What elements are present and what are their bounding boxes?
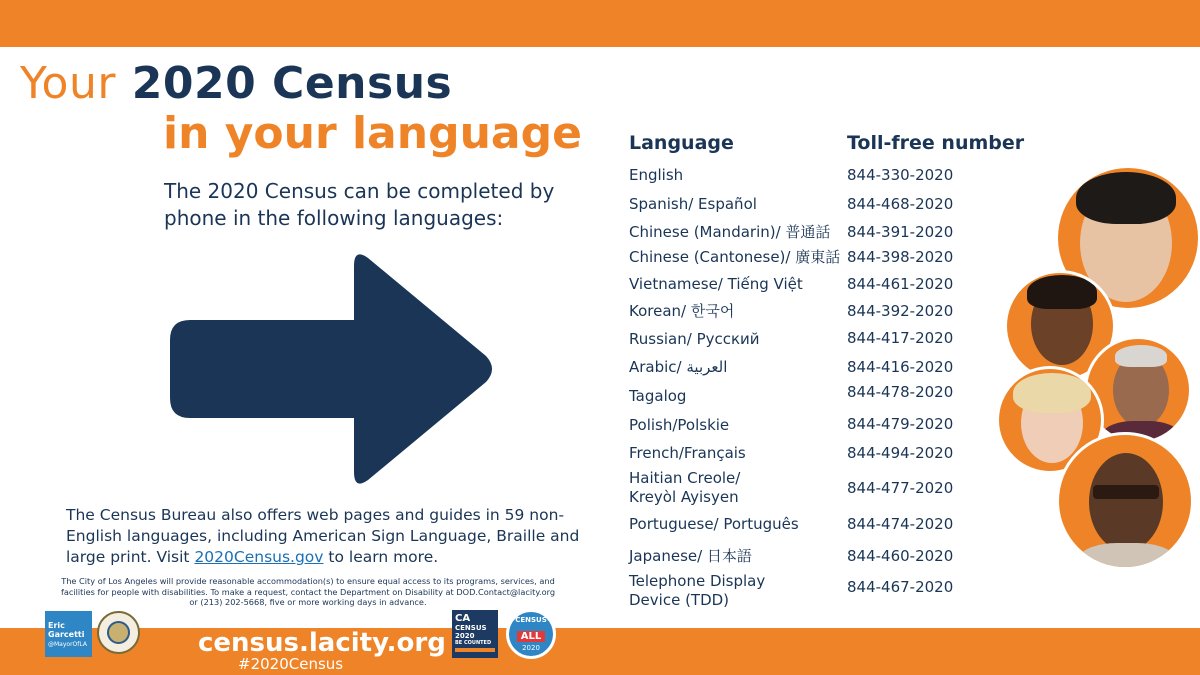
right-arrow-icon (168, 248, 493, 490)
title-prefix: Your (20, 58, 116, 109)
language-tagalog: Tagalog (629, 387, 687, 405)
number-polish: 844-479-2020 (847, 415, 954, 433)
mayor-logo (45, 611, 92, 657)
offer-text: The Census Bureau also offers web pages and guides in 59 non-English languages, including American Sign Language, Braille and large print. Visit 2020Census.gov to learn more. (66, 506, 580, 566)
title-main: 2020 Census (131, 58, 453, 109)
site-url: census.lacity.org (198, 628, 446, 658)
number-haitian-creole: 844-477-2020 (847, 479, 954, 497)
accommodation-fine-print: The City of Los Angeles will provide reasonable accommodation(s) to ensure equal access to its programs, services, and facilities for people with disabilities. To make a request, contact the Department on Disability at DOD.Contact@lacity.org or (213) 202-5668, five or more working days in advance. (60, 576, 556, 607)
language-polish: Polish/Polskie (629, 416, 730, 434)
portrait-photo-5 (1056, 432, 1194, 570)
language-arabic: Arabic/ العربية (629, 358, 728, 376)
language-english: English (629, 166, 684, 184)
number-mandarin: 844-391-2020 (847, 223, 954, 241)
language-japanese: Japanese/ 日本語 (629, 547, 752, 565)
language-cantonese: Chinese (Cantonese)/ 廣東話 (629, 248, 841, 266)
bottom-orange-band (0, 628, 1200, 675)
number-tdd: 844-467-2020 (847, 578, 954, 596)
number-korean: 844-392-2020 (847, 302, 954, 320)
la-city-seal-icon (97, 611, 140, 654)
number-portuguese: 844-474-2020 (847, 515, 954, 533)
number-spanish: 844-468-2020 (847, 195, 954, 213)
language-korean: Korean/ 한국어 (629, 302, 735, 320)
census-for-all-logo: CENSUS ALL 2020 (506, 609, 556, 659)
number-english: 844-330-2020 (847, 166, 954, 184)
california-census-logo: CA CENSUS 2020 BE COUNTED (452, 610, 498, 658)
number-japanese: 844-460-2020 (847, 547, 954, 565)
title-line-1 (20, 58, 452, 109)
intro-text: The 2020 Census can be completed by phone in the following languages: (164, 179, 555, 230)
number-cantonese: 844-398-2020 (847, 248, 954, 266)
language-haitian-creole: Haitian Creole/ Kreyòl Ayisyen (629, 469, 741, 506)
number-arabic: 844-416-2020 (847, 358, 954, 376)
language-russian: Russian/ Русский (629, 330, 760, 348)
hashtag: #2020Census (238, 655, 344, 673)
census-gov-link[interactable]: 2020Census.gov (194, 548, 324, 566)
language-vietnamese: Vietnamese/ Tiếng Việt (629, 275, 803, 293)
language-spanish: Spanish/ Español (629, 195, 757, 213)
mayor-logo-handle: @MayorOfLA (48, 641, 87, 648)
number-russian: 844-417-2020 (847, 329, 954, 347)
mayor-logo-name: Eric Garcetti (48, 621, 85, 639)
number-french: 844-494-2020 (847, 444, 954, 462)
top-orange-band (0, 0, 1200, 47)
title-line-2: in your language (163, 108, 582, 159)
number-tagalog: 844-478-2020 (847, 383, 954, 401)
language-mandarin: Chinese (Mandarin)/ 普通話 (629, 223, 831, 241)
language-portuguese: Portuguese/ Português (629, 515, 799, 533)
language-column-header: Language (629, 132, 734, 154)
number-vietnamese: 844-461-2020 (847, 275, 954, 293)
number-column-header: Toll-free number (847, 132, 1025, 154)
language-french: French/Français (629, 444, 746, 462)
language-tdd: Telephone Display Device (TDD) (629, 572, 766, 609)
